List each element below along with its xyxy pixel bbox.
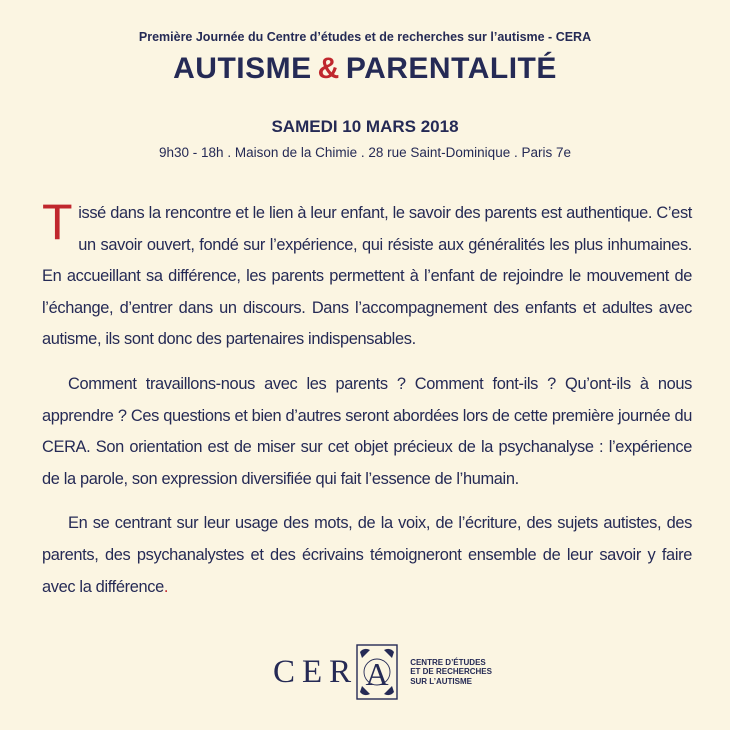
- drop-cap: T: [42, 194, 73, 250]
- logo-a-letter: A: [365, 656, 389, 692]
- logo-letters: CER: [273, 653, 359, 690]
- paragraph-3: [42, 508, 692, 603]
- logo-line-3: SUR L’AUTISME: [410, 676, 472, 686]
- event-venue: [0, 145, 730, 160]
- paragraph-3-text: En se centrant sur leur usage des mots, de la voix, de l’écriture, des sujets autistes, des parents, des psychanalystes et des écrivains témoigneront ensemble de leur savoir y faire avec la différence: [42, 514, 692, 596]
- event-date: SAMEDI 10 MARS 2018: [271, 117, 459, 136]
- title-ampersand: &: [317, 52, 340, 85]
- cera-logo: [273, 643, 492, 701]
- logo-line-2: ET DE RECHERCHES: [410, 667, 492, 677]
- body-text: [42, 194, 692, 616]
- venue-text: 9h30 - 18h . Maison de la Chimie . 28 rue Saint-Dominique . Paris 7e: [159, 145, 571, 160]
- paragraph-1-text: issé dans la rencontre et le lien à leur enfant, le savoir des parents est authentique. C’est un savoir ouvert, fondé sur l’expérience, qui résiste aux généralités les plus inhumaines. En accueillant sa différence, les parents permettent à l’enfant de rejoindre le mouvement de l’échange, d’entrer dans un discours. Dans l’accompagnement des enfants et adultes avec autisme, ils sont donc des partenaires indispensables.: [42, 204, 692, 349]
- logo-caption: [410, 658, 492, 687]
- event-subtitle: Première Journée du Centre d’études et de recherches sur l’autisme - CERA: [138, 30, 592, 44]
- logo-ornamental-a-icon: [356, 644, 398, 700]
- closing-red-dot: .: [163, 577, 169, 596]
- logo-line-1: CENTRE D’ÉTUDES: [410, 657, 486, 667]
- paragraph-2: Comment travaillons-nous avec les parents ? Comment font-ils ? Qu’ont-ils à nous apprendre ? Ces questions et bien d’autres seront abordées lors de cette première journée du CERA. Son orientation est de miser sur cet objet précieux de la psychanalyse : l’expérience de la parole, son expression diversifiée qui fait l’essence de l’humain.: [42, 374, 692, 488]
- page-title: [0, 52, 730, 86]
- title-autisme: AUTISME: [173, 52, 312, 85]
- paragraph-1: [42, 194, 692, 356]
- title-parentalite: PARENTALITÉ: [345, 52, 557, 85]
